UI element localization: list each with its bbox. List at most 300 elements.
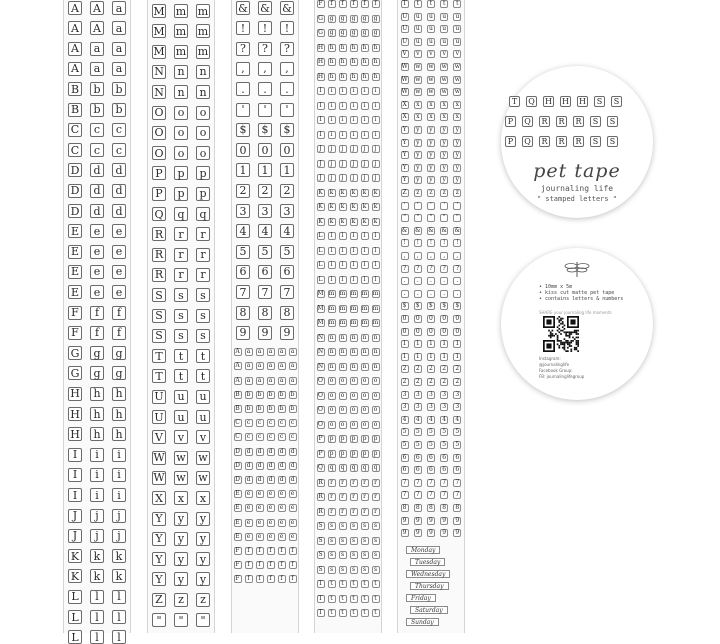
letter-tile: M <box>153 4 165 18</box>
letter-tile: e <box>278 519 286 527</box>
letter-tile: O <box>152 106 166 120</box>
letter-tile: t <box>361 580 369 588</box>
tile-row <box>64 529 130 543</box>
letter-tile: j <box>361 160 369 168</box>
letter-tile: $ <box>236 123 250 137</box>
tile-row <box>148 268 214 282</box>
letter-tile: C <box>235 419 240 427</box>
letter-tile: a <box>112 1 126 15</box>
letter-tile: h <box>339 44 347 52</box>
letter-tile: j <box>361 145 369 153</box>
letter-tile: y <box>427 151 435 159</box>
letter-tile: 6 <box>427 454 435 462</box>
letter-tile: p <box>174 187 188 201</box>
letter-tile: 5 <box>236 245 250 259</box>
letter-tile: ? <box>440 265 448 273</box>
letter-tile: r <box>372 508 380 516</box>
letter-tile: D <box>68 204 82 218</box>
letter-tile: m <box>350 304 357 312</box>
letter-tile: w <box>454 88 460 96</box>
tile-row <box>398 189 464 197</box>
letter-tile: l <box>339 276 347 284</box>
letter-tile: Y <box>401 126 409 134</box>
letter-tile: I <box>317 116 325 124</box>
letter-tile: e <box>245 533 253 541</box>
letter-tile: 3 <box>453 391 461 399</box>
letter-tile: c <box>90 123 104 137</box>
tile-row <box>398 290 464 298</box>
letter-tile: l <box>112 590 126 604</box>
tile-row <box>315 392 381 400</box>
letter-tile: , <box>401 252 409 260</box>
letter-tile: 1 <box>440 340 448 348</box>
letter-tile: h <box>372 44 380 52</box>
tile-row <box>148 390 214 404</box>
letter-tile: l <box>372 232 380 240</box>
letter-tile: o <box>361 406 369 414</box>
letter-tile: 1 <box>258 163 272 177</box>
letter-tile: d <box>278 462 286 470</box>
letter-tile: b <box>90 82 104 96</box>
letter-tile: o <box>361 377 369 385</box>
letter-tile: 3 <box>236 204 250 218</box>
letter-tile: w <box>428 63 434 70</box>
letter-tile: e <box>112 245 126 259</box>
letter-tile: I <box>317 87 325 95</box>
tile-row <box>232 265 298 279</box>
weekday-label: Thursday <box>410 582 449 590</box>
letter-tile: 2 <box>258 184 272 198</box>
letter-tile: 5 <box>440 428 448 436</box>
letter-tile: d <box>256 476 264 484</box>
letter-tile: c <box>256 419 264 427</box>
tile-row <box>148 593 214 607</box>
tile-row <box>232 533 298 541</box>
letter-tile: i <box>339 131 347 139</box>
tile-row <box>232 405 298 413</box>
letter-tile: O <box>152 146 166 160</box>
letter-tile: 0 <box>440 315 448 323</box>
letter-tile: u <box>196 390 210 404</box>
letter-tile: k <box>339 203 347 211</box>
letter-tile: S <box>607 116 618 127</box>
letter-tile: I <box>317 102 325 110</box>
letter-tile: i <box>350 87 358 95</box>
letter-tile: f <box>256 547 264 555</box>
letter-tile: c <box>245 433 253 441</box>
letter-tile: r <box>174 248 188 262</box>
letter-tile: ! <box>427 239 435 247</box>
tile-row <box>64 488 130 502</box>
letter-tile: 5 <box>453 441 461 449</box>
letter-tile: 2 <box>401 365 409 373</box>
letter-tile: 4 <box>258 224 272 238</box>
letter-tile: F <box>235 561 240 569</box>
tile-row <box>315 160 381 168</box>
letter-tile: 0 <box>453 315 461 323</box>
letter-tile: u <box>196 410 210 424</box>
tile-row <box>315 174 381 182</box>
tile-row <box>232 224 298 238</box>
letter-tile: h <box>112 387 126 401</box>
letter-tile: e <box>112 265 126 279</box>
letter-tile: 8 <box>440 504 448 512</box>
spec-line: • kiss cut matte pet tape <box>539 290 615 296</box>
letter-tile: e <box>267 490 275 498</box>
letter-tile: u <box>174 390 188 404</box>
tile-row <box>315 537 381 545</box>
letter-tile: y <box>427 126 435 134</box>
letter-tile: s <box>328 551 336 559</box>
letter-tile: d <box>245 476 253 484</box>
letter-tile: Q <box>522 116 533 127</box>
letter-tile: y <box>196 532 210 546</box>
letter-tile: 5 <box>258 245 272 259</box>
letter-tile: A <box>235 348 240 356</box>
letter-tile: n <box>174 65 188 79</box>
letter-tile: r <box>350 508 358 516</box>
tile-row <box>398 227 464 235</box>
letter-tile: R <box>152 227 166 241</box>
letter-tile: 1 <box>427 353 435 361</box>
letter-tile: 1 <box>414 340 422 348</box>
letter-tile: 4 <box>427 416 435 424</box>
letter-tile: u <box>174 410 188 424</box>
letter-tile: 0 <box>427 315 435 323</box>
letter-tile: D <box>235 447 240 455</box>
letter-tile: c <box>112 123 126 137</box>
letter-tile: t <box>196 369 210 383</box>
letter-tile: m <box>197 4 209 18</box>
letter-tile: b <box>278 405 286 413</box>
letter-tile: o <box>350 406 358 414</box>
letter-tile: j <box>339 174 347 182</box>
letter-tile: f <box>112 326 126 340</box>
letter-tile: , <box>440 252 448 260</box>
letter-tile: y <box>196 512 210 526</box>
letter-tile: " <box>414 214 422 222</box>
letter-tile: c <box>112 143 126 157</box>
tile-row <box>398 428 464 436</box>
letter-tile: S <box>318 522 323 529</box>
letter-tile: O <box>318 406 323 413</box>
letter-tile: g <box>90 346 104 360</box>
tile-row <box>398 479 464 487</box>
letter-tile: s <box>361 551 369 559</box>
letter-tile: S <box>318 551 323 558</box>
tile-row <box>398 378 464 386</box>
tile-row <box>232 1 298 15</box>
letter-tile: i <box>361 131 369 139</box>
letter-tile: l <box>372 276 380 284</box>
letter-tile: R <box>318 507 323 515</box>
brand-title: pet tape <box>533 160 621 182</box>
tile-row <box>315 73 381 81</box>
letter-tile: 0 <box>401 328 409 336</box>
letter-tile: R <box>318 478 323 486</box>
letter-tile: " <box>152 613 166 627</box>
weekday-label: Wednesday <box>406 570 450 578</box>
letter-tile: 2 <box>401 378 409 386</box>
letter-tile: R <box>573 136 584 147</box>
contact-line: FB: journalinglifegroup <box>539 374 585 379</box>
letter-tile: o <box>339 377 347 385</box>
tile-row <box>64 224 130 238</box>
letter-tile: d <box>278 448 286 456</box>
letter-tile: 0 <box>440 328 448 336</box>
letter-tile: 2 <box>236 184 250 198</box>
letter-tile: b <box>245 405 253 413</box>
letter-tile: x <box>196 491 210 505</box>
letter-tile: h <box>112 407 126 421</box>
letter-tile: b <box>90 103 104 117</box>
letter-tile: h <box>90 407 104 421</box>
letter-tile: T <box>152 349 166 363</box>
letter-tile: l <box>90 630 104 644</box>
letter-tile: g <box>339 15 347 23</box>
letter-tile: i <box>372 87 380 95</box>
letter-tile: o <box>196 106 210 120</box>
letter-tile: e <box>245 519 253 527</box>
letter-tile: ? <box>401 265 409 273</box>
letter-tile: r <box>350 479 358 487</box>
letter-tile: o <box>174 126 188 140</box>
letter-tile: m <box>175 24 187 38</box>
letter-tile: r <box>372 479 380 487</box>
letter-tile: h <box>339 73 347 81</box>
letter-tile: T <box>318 580 323 587</box>
letter-tile: m <box>361 290 368 297</box>
letter-tile: ! <box>453 239 461 247</box>
letter-tile: s <box>196 329 210 343</box>
letter-tile: m <box>372 290 379 297</box>
tile-row <box>148 207 214 221</box>
letter-tile: B <box>68 103 82 117</box>
tile-row <box>315 261 381 269</box>
letter-tile: i <box>372 131 380 139</box>
letter-tile: e <box>90 245 104 259</box>
letter-tile: y <box>196 552 210 566</box>
letter-tile: 3 <box>414 403 422 411</box>
letter-tile: " <box>174 613 188 627</box>
letter-tile: D <box>235 461 240 469</box>
tile-row <box>315 247 381 255</box>
letter-tile: x <box>174 491 188 505</box>
letter-tile: U <box>402 12 408 20</box>
letter-tile: . <box>258 82 272 96</box>
letter-tile: h <box>350 44 358 52</box>
letter-tile: I <box>68 468 82 482</box>
letter-tile: a <box>267 362 275 370</box>
tile-row <box>398 214 464 222</box>
tile-row <box>315 435 381 443</box>
letter-tile: A <box>235 362 240 370</box>
contact-info <box>539 356 584 380</box>
letter-tile: E <box>235 532 240 540</box>
letter-tile: ' <box>280 103 294 117</box>
tile-row <box>315 319 381 327</box>
letter-tile: n <box>196 65 210 79</box>
tile-row <box>64 123 130 137</box>
tile-row <box>398 517 464 525</box>
letter-tile: Z <box>402 189 407 196</box>
letter-tile: , <box>427 252 435 260</box>
letter-tile: d <box>278 476 286 484</box>
letter-tile: z <box>440 189 448 197</box>
letter-tile: k <box>328 189 336 197</box>
letter-tile: J <box>317 145 325 153</box>
letter-tile: t <box>372 609 380 617</box>
letter-tile: n <box>328 363 336 371</box>
tile-row <box>398 265 464 273</box>
tile-row <box>64 590 130 604</box>
letter-tile: g <box>90 366 104 380</box>
letter-tile: s <box>350 522 358 530</box>
letter-tile: e <box>289 519 297 527</box>
letter-tile: T <box>509 96 520 107</box>
weekday-label: Tuesday <box>410 558 445 566</box>
tile-row <box>398 529 464 537</box>
letter-tile: & <box>428 226 434 234</box>
share-caption: SHARE your journaling life moments <box>539 310 612 315</box>
tile-row <box>315 334 381 342</box>
tile-row <box>148 451 214 465</box>
letter-tile: q <box>174 207 188 221</box>
letter-tile: l <box>112 610 126 624</box>
letter-tile: l <box>350 247 358 255</box>
letter-tile: h <box>328 73 336 81</box>
tile-row <box>148 106 214 120</box>
letter-tile: Y <box>401 164 409 172</box>
tile-row <box>64 82 130 96</box>
letter-tile: 7 <box>258 285 272 299</box>
letter-tile: 1 <box>401 353 409 361</box>
letter-tile: o <box>328 421 336 429</box>
letter-tile: N <box>317 333 324 341</box>
letter-tile: e <box>289 490 297 498</box>
letter-tile: 3 <box>440 391 448 399</box>
letter-tile: f <box>267 561 275 569</box>
letter-tile: 9 <box>401 529 409 537</box>
tile-row <box>64 448 130 462</box>
letter-tile: l <box>350 232 358 240</box>
letter-tile: 6 <box>414 466 422 474</box>
letter-tile: T <box>402 0 407 7</box>
letter-tile: h <box>339 58 347 66</box>
letter-tile: 3 <box>280 204 294 218</box>
letter-tile: s <box>350 551 358 559</box>
letter-tile: j <box>328 174 336 182</box>
tile-row <box>398 63 464 71</box>
letter-tile: e <box>90 265 104 279</box>
letter-tile: p <box>328 450 336 458</box>
tile-row <box>148 410 214 424</box>
letter-tile: y <box>414 139 422 147</box>
letter-tile: E <box>235 490 240 498</box>
letter-tile: $ <box>258 123 272 137</box>
letter-tile: 0 <box>453 328 461 336</box>
letter-tile: F <box>318 0 323 7</box>
letter-tile: W <box>153 451 165 465</box>
tile-row <box>315 116 381 124</box>
letter-tile: v <box>427 50 435 58</box>
letter-tile: 6 <box>453 454 461 462</box>
tile-row <box>148 613 214 627</box>
letter-tile: I <box>68 488 82 502</box>
tile-row <box>315 508 381 516</box>
letter-tile: o <box>339 406 347 414</box>
letter-tile: i <box>339 116 347 124</box>
letter-tile: f <box>256 575 264 583</box>
letter-tile: $ <box>401 302 409 310</box>
letter-tile: 0 <box>414 328 422 336</box>
letter-tile: t <box>328 609 336 617</box>
letter-tile: 6 <box>236 265 250 279</box>
letter-tile: L <box>317 261 325 269</box>
letter-tile: s <box>174 288 188 302</box>
letter-tile: t <box>427 0 435 8</box>
letter-tile: K <box>318 203 323 210</box>
tile-row <box>232 123 298 137</box>
letter-tile: 3 <box>401 403 409 411</box>
letter-tile: f <box>278 547 286 555</box>
letter-tile: e <box>256 490 264 498</box>
letter-tile: e <box>256 519 264 527</box>
letter-tile: $ <box>414 302 422 310</box>
letter-tile: h <box>361 44 369 52</box>
tile-row <box>64 103 130 117</box>
letter-tile: d <box>289 476 297 484</box>
letter-tile: l <box>328 247 336 255</box>
letter-tile: A <box>235 376 240 384</box>
letter-tile: L <box>317 232 325 240</box>
letter-tile: R <box>539 116 550 127</box>
letter-tile: s <box>174 329 188 343</box>
letter-tile: 4 <box>280 224 294 238</box>
letter-tile: 7 <box>401 479 409 487</box>
tile-row <box>148 430 214 444</box>
letter-tile: 7 <box>427 479 435 487</box>
tile-row <box>398 38 464 46</box>
letter-tile: 1 <box>440 353 448 361</box>
letter-tile: m <box>197 24 209 38</box>
letter-tile: u <box>414 38 422 46</box>
letter-tile: a <box>289 377 297 385</box>
letter-tile: j <box>372 160 380 168</box>
letter-tile: . <box>401 277 409 285</box>
letter-tile: q <box>196 207 210 221</box>
letter-tile: , <box>258 62 272 76</box>
letter-tile: i <box>90 488 104 502</box>
letter-tile: u <box>440 38 448 46</box>
letter-tile: n <box>174 85 188 99</box>
letter-tile: z <box>453 189 461 197</box>
letter-tile: y <box>440 176 448 184</box>
letter-tile: p <box>196 187 210 201</box>
letter-tile: U <box>152 410 166 424</box>
letter-tile: K <box>318 188 323 196</box>
letter-tile: 2 <box>427 378 435 386</box>
letter-tile: s <box>372 537 380 545</box>
letter-tile: ! <box>280 21 294 35</box>
letter-tile: 6 <box>427 466 435 474</box>
tile-row <box>64 549 130 563</box>
letter-tile: M <box>153 24 165 38</box>
letter-tile: t <box>440 0 448 8</box>
letter-tile: p <box>361 435 369 443</box>
letter-tile: Y <box>152 552 166 566</box>
letter-tile: o <box>372 421 380 429</box>
